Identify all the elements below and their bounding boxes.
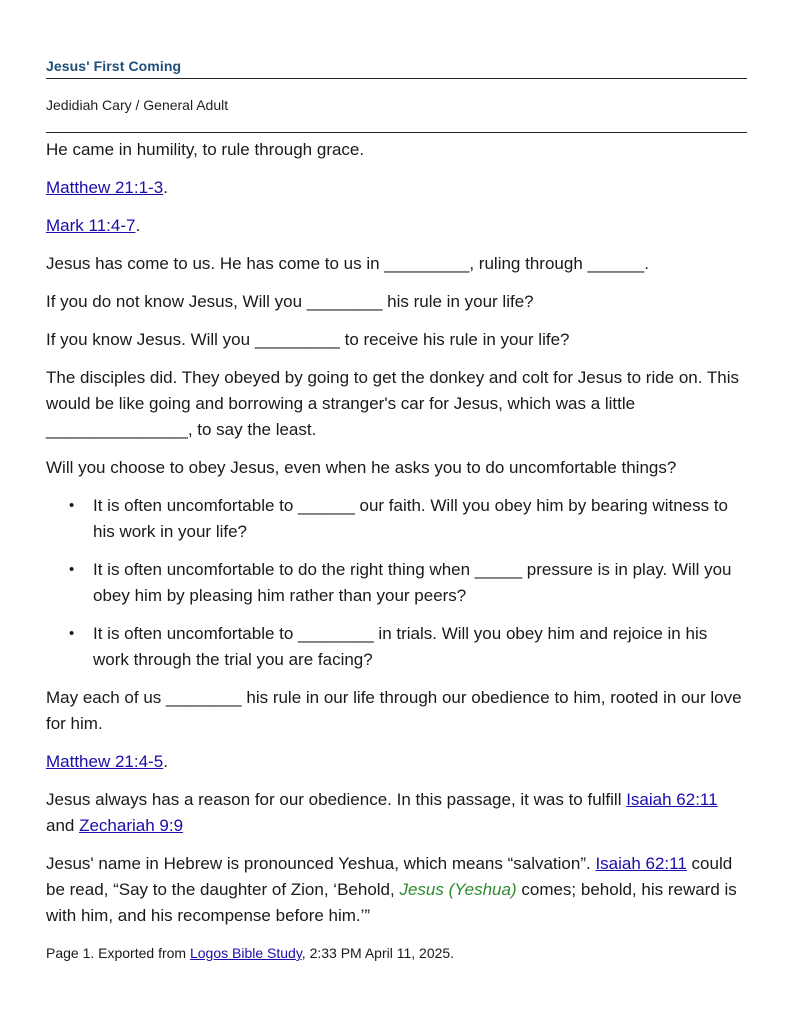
scripture-ref-paragraph: Matthew 21:1-3. — [46, 178, 168, 197]
scripture-link-matthew-21-1-3[interactable]: Matthew 21:1-3 — [46, 178, 164, 197]
header-divider-top — [46, 78, 747, 79]
document-body — [46, 137, 747, 941]
list-item: • It is often uncomfortable to ________ in trials. Will you obey him and rejoice in his work through the trial you are facing? — [93, 621, 747, 673]
header-divider-bottom — [46, 132, 747, 133]
scripture-link-isaiah-62-11[interactable]: Isaiah 62:11 — [626, 790, 718, 809]
scripture-ref-paragraph: Matthew 21:4-5. — [46, 752, 168, 771]
logos-bible-study-link[interactable]: Logos Bible Study — [189, 945, 302, 961]
paragraph: Will you choose to obey Jesus, even when he asks you to do uncomfortable things? — [46, 458, 677, 477]
page-title: Jesus' First Coming — [46, 58, 182, 74]
highlighted-name: Jesus (Yeshua) — [399, 880, 517, 899]
scripture-link-zechariah-9-9[interactable]: Zechariah 9:9 — [79, 816, 184, 835]
list-item: • It is often uncomfortable to do the right thing when _____ pressure is in play. Will you obey him by pleasing him rather than your peers? — [93, 557, 747, 609]
paragraph: May each of us ________ his rule in our life through our obedience to him, rooted in our love for him. — [46, 688, 742, 733]
bullet-list — [46, 493, 747, 673]
paragraph: Jesus always has a reason for our obedience. In this passage, it was to fulfill Isaiah 62:11 and Zechariah 9:9 — [46, 790, 718, 835]
scripture-link-isaiah-62-11[interactable]: Isaiah 62:11 — [595, 854, 687, 873]
list-item: • It is often uncomfortable to ______ our faith. Will you obey him by bearing witness to his work in your life? — [93, 493, 747, 545]
scripture-ref-paragraph: Mark 11:4-7. — [46, 216, 141, 235]
paragraph: Jesus' name in Hebrew is pronounced Yeshua, which means “salvation”. Isaiah 62:11 could be read, “Say to the daughter of Zion, ‘Behold, Jesus (Yeshua) comes; behold, his reward is with him, and his recompense before him.’” — [46, 854, 737, 925]
intro-paragraph: He came in humility, to rule through grace. — [46, 140, 365, 159]
paragraph: If you know Jesus. Will you _________ to receive his rule in your life? — [46, 330, 570, 349]
author-line: Jedidiah Cary / General Adult — [46, 97, 229, 113]
paragraph: If you do not know Jesus, Will you ________ his rule in your life? — [46, 292, 534, 311]
paragraph: Jesus has come to us. He has come to us in _________, ruling through ______. — [46, 254, 649, 273]
paragraph: The disciples did. They obeyed by going to get the donkey and colt for Jesus to ride on. This would be like going and borrowing a stranger's car for Jesus, which was a little _______________, to say the least. — [46, 368, 740, 439]
scripture-link-matthew-21-4-5[interactable]: Matthew 21:4-5 — [46, 752, 164, 771]
page-footer: Page 1. Exported from Logos Bible Study, 2:33 PM April 11, 2025. — [46, 945, 455, 961]
scripture-link-mark-11-4-7[interactable]: Mark 11:4-7 — [46, 216, 136, 235]
